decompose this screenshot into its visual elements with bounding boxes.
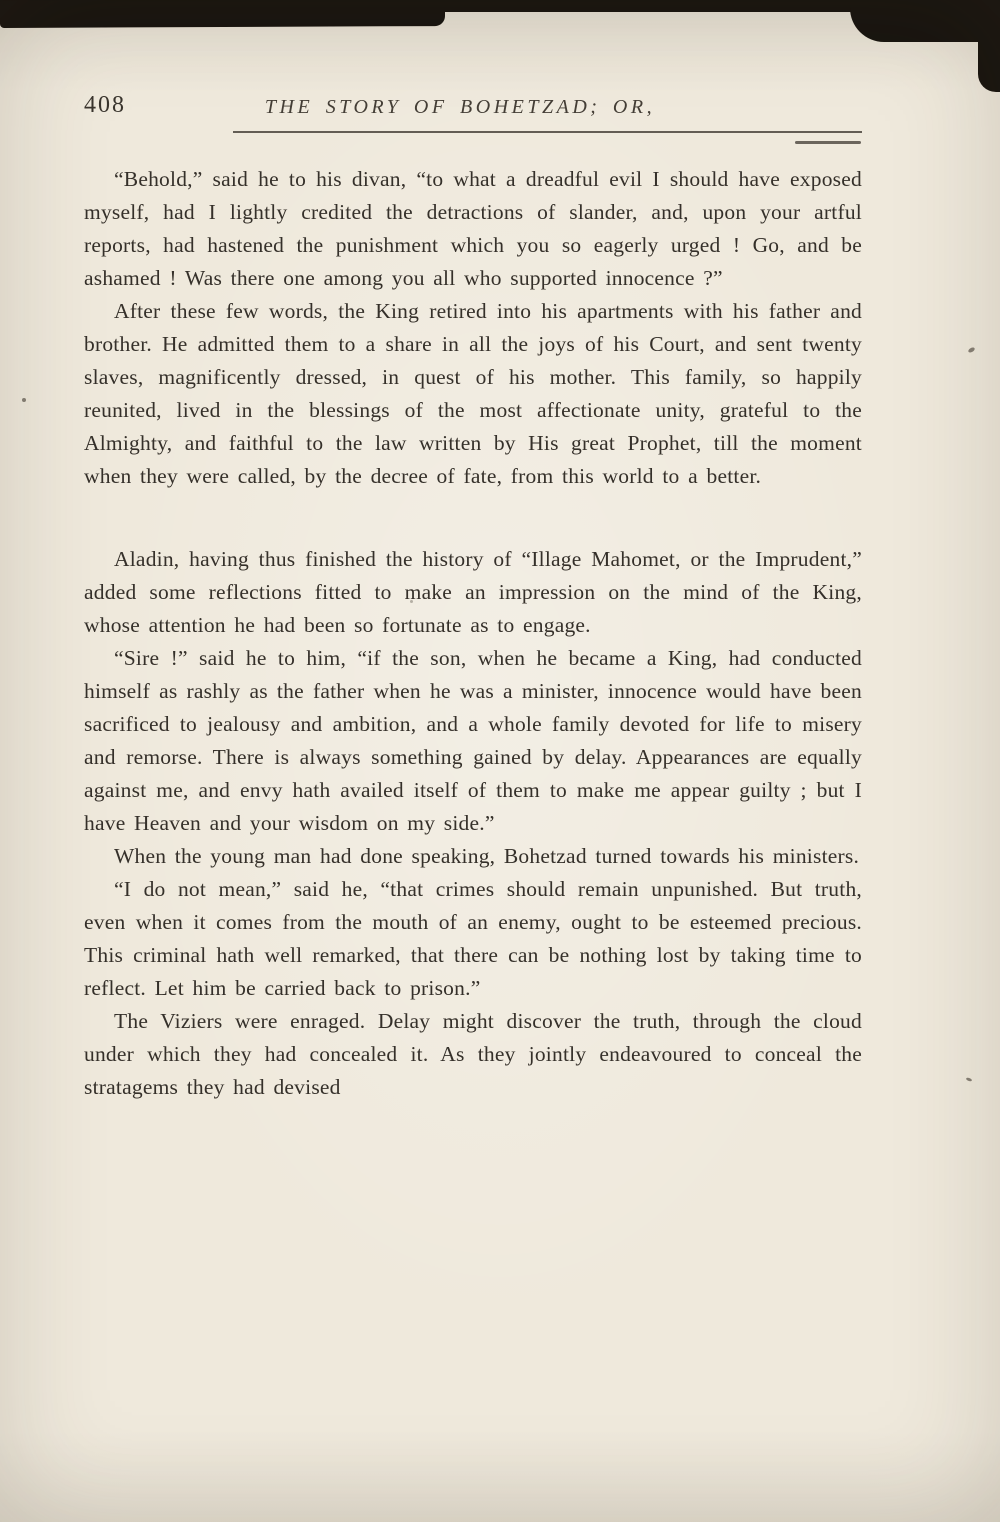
header-rule bbox=[233, 131, 862, 133]
scan-edge-right-notch bbox=[978, 40, 1000, 92]
paragraph: Aladin, having thus finished the history of “Illage Mahomet, or the Imprudent,” added some reflections fitted to make an impression on the mind of the King, whose attention he had been so fortunate as to engage. bbox=[84, 547, 862, 637]
page-body bbox=[84, 163, 862, 1104]
page-number: 408 bbox=[84, 92, 126, 118]
paragraph: When the young man had done speaking, Bohetzad turned towards his ministers. bbox=[114, 844, 860, 868]
paragraph: “Sire !” said he to him, “if the son, when he became a King, had conducted himself as rashly as the father when he was a minister, innocence would have been sacrificed to jealousy and ambition, and a whole family devoted for life to misery and remorse. There is always something gained by delay. Appearances are equally against me, and envy hath availed itself of them to make me appear guilty ; but I have Heaven and your wisdom on my side.” bbox=[84, 646, 862, 835]
paragraph: “Behold,” said he to his divan, “to what a dreadful evil I should have exposed myself, had I lightly credited the detractions of slander, and, upon your artful reports, had hastened the punishment which you so eagerly urged ! Go, and be ashamed ! Was there one among you all who supported innocence ?” bbox=[84, 167, 862, 290]
paragraph: The Viziers were enraged. Delay might discover the truth, through the cloud under which they had concealed it. As they jointly endeavoured to conceal the stratagems they had devised bbox=[84, 1009, 862, 1099]
ink-speck bbox=[22, 398, 26, 402]
scan-edge-top-left bbox=[0, 0, 445, 28]
scan-edge-top-right bbox=[850, 0, 1000, 42]
ink-speck bbox=[967, 347, 975, 354]
paragraph: “I do not mean,” said he, “that crimes should remain unpunished. But truth, even when it comes from the mouth of an enemy, ought to be esteemed precious. This criminal hath well remarked, that there can be nothing lost by taking time to reflect. Let him be carried back to prison.” bbox=[84, 877, 862, 1000]
running-header: THE STORY OF BOHETZAD; OR, bbox=[264, 96, 656, 118]
header-rule-short bbox=[795, 141, 861, 144]
paragraph: After these few words, the King retired into his apartments with his father and brother. He admitted them to a share in all the joys of his Court, and sent twenty slaves, magnificently dressed, in quest of his mother. This family, so happily reunited, lived in the blessings of the most affectionate unity, grateful to the Almighty, and faithful to the law written by His great Prophet, till the moment when they were called, by the decree of fate, from this world to a better. bbox=[84, 299, 862, 488]
ink-speck bbox=[410, 600, 413, 603]
ink-speck bbox=[966, 1077, 973, 1082]
